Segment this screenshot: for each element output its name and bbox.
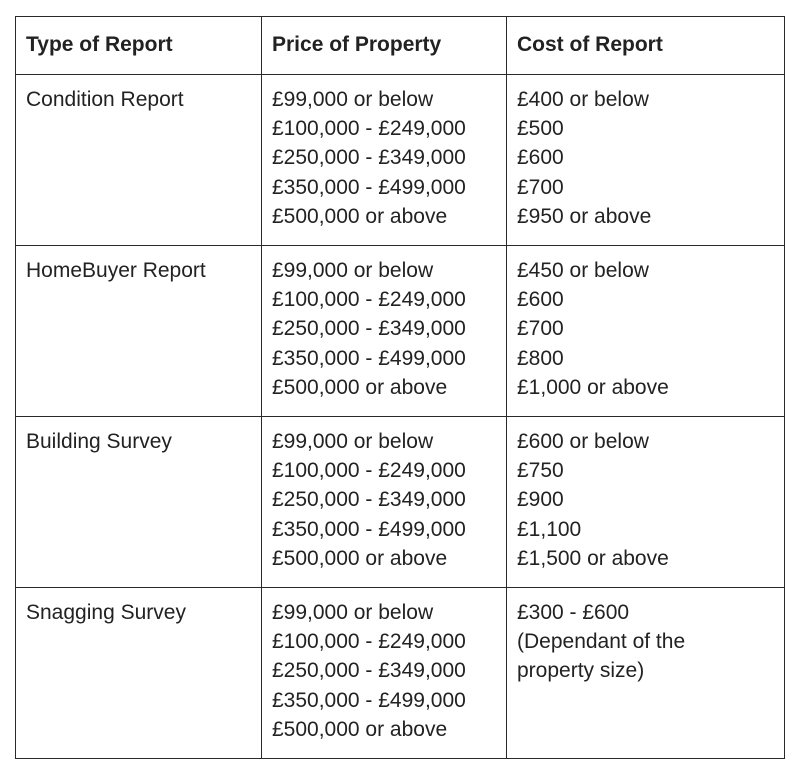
cost-value: £900	[517, 488, 564, 512]
price-cell	[262, 75, 507, 246]
cost-value: £1,100	[517, 517, 582, 541]
price-range: £99,000 or below	[272, 601, 434, 625]
cost-value: £1,000 or above	[517, 375, 669, 399]
price-range: £350,000 - £499,000	[272, 688, 466, 712]
report-pricing-table	[15, 16, 785, 759]
cost-value: £600 or below	[517, 430, 649, 454]
header-cost-of-report: Cost of Report	[507, 17, 785, 75]
report-type-cell: Building Survey	[16, 417, 262, 588]
cost-cell	[507, 75, 785, 246]
cost-value: £700	[517, 317, 564, 341]
table-row	[16, 588, 785, 759]
price-range: £500,000 or above	[272, 546, 448, 570]
price-cell	[262, 417, 507, 588]
header-type-of-report: Type of Report	[16, 17, 262, 75]
price-range: £250,000 - £349,000	[272, 146, 466, 170]
table-row	[16, 246, 785, 417]
price-range: £99,000 or below	[272, 430, 434, 454]
price-range: £350,000 - £499,000	[272, 517, 466, 541]
cost-value: £600	[517, 146, 564, 170]
price-range: £100,000 - £249,000	[272, 117, 466, 141]
price-range: £250,000 - £349,000	[272, 317, 466, 341]
cost-value: £1,500 or above	[517, 546, 669, 570]
price-range: £350,000 - £499,000	[272, 175, 466, 199]
price-range: £250,000 - £349,000	[272, 659, 466, 683]
table-row	[16, 417, 785, 588]
cost-value: £750	[517, 459, 564, 483]
price-range: £100,000 - £249,000	[272, 630, 466, 654]
cost-value: £300 - £600	[517, 601, 630, 625]
price-range: £500,000 or above	[272, 717, 448, 741]
price-cell	[262, 588, 507, 759]
price-cell	[262, 246, 507, 417]
price-range: £500,000 or above	[272, 204, 448, 228]
price-range: £250,000 - £349,000	[272, 488, 466, 512]
price-range: £100,000 - £249,000	[272, 459, 466, 483]
cost-cell	[507, 246, 785, 417]
price-range: £350,000 - £499,000	[272, 346, 466, 370]
cost-value: £450 or below	[517, 259, 649, 283]
table-header-row	[16, 17, 785, 75]
cost-value: £500	[517, 117, 564, 141]
price-range: £100,000 - £249,000	[272, 288, 466, 312]
cost-cell	[507, 588, 785, 759]
cost-cell	[507, 417, 785, 588]
cost-note: property size)	[517, 659, 645, 683]
table-row	[16, 75, 785, 246]
cost-value: £400 or below	[517, 88, 649, 111]
cost-value: £800	[517, 346, 564, 370]
price-range: £500,000 or above	[272, 375, 448, 399]
report-type-cell: Condition Report	[16, 75, 262, 246]
price-range: £99,000 or below	[272, 88, 434, 111]
report-type-cell: HomeBuyer Report	[16, 246, 262, 417]
header-price-of-property: Price of Property	[262, 17, 507, 75]
cost-value: £950 or above	[517, 204, 652, 228]
report-type-cell: Snagging Survey	[16, 588, 262, 759]
price-range: £99,000 or below	[272, 259, 434, 283]
cost-note: (Dependant of the	[517, 630, 686, 654]
cost-value: £700	[517, 175, 564, 199]
cost-value: £600	[517, 288, 564, 312]
